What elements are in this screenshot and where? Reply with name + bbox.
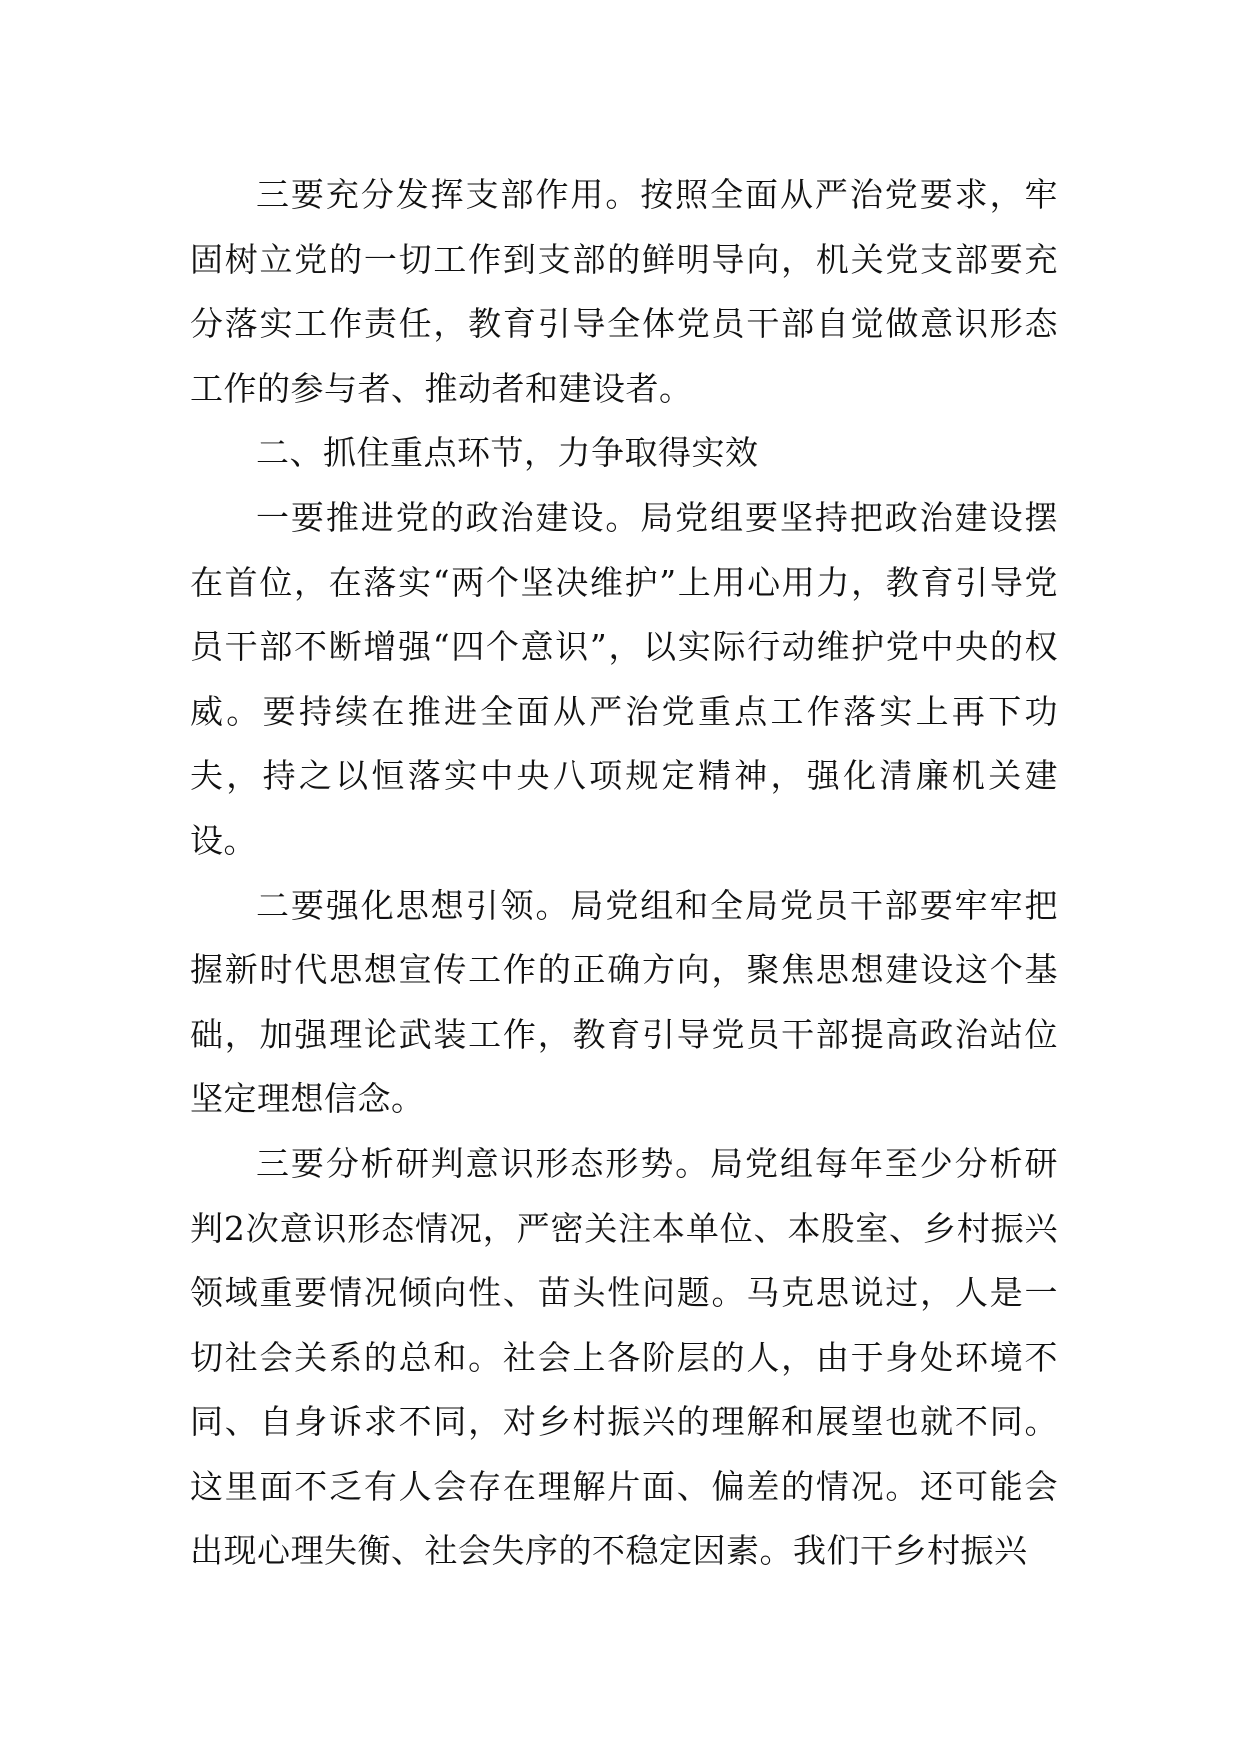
paragraph-ideological-guidance: 二要强化思想引领。局党组和全局党员干部要牢牢把握新时代思想宣传工作的正确方向，聚焦思想建设这个基础，加强理论武装工作，教育引导党员干部提高政治站位坚定理想信念。 [190,885,1058,1119]
paragraph-political-construction: 一要推进党的政治建设。局党组要坚持把政治建设摆在首位，在落实“两个坚决维护”上用心用力，教育引导党员干部不断增强“四个意识”，以实际行动维护党中央的权威。要持续在推进全面从严治党重点工作落实上再下功夫，持之以恒落实中央八项规定精神，强化清廉机关建设。 [190,497,1058,860]
paragraph-branch-role: 三要充分发挥支部作用。按照全面从严治党要求，牢固树立党的一切工作到支部的鲜明导向，机关党支部要充分落实工作责任，教育引导全体党员干部自觉做意识形态工作的参与者、推动者和建设者。 [190,175,1058,408]
document-body [190,163,1058,1584]
paragraph-ideology-analysis: 三要分析研判意识形态形势。局党组每年至少分析研判2次意识形态情况，严密关注本单位、本股室、乡村振兴领域重要情况倾向性、苗头性问题。马克思说过，人是一切社会关系的总和。社会上各阶层的人，由于身处环境不同、自身诉求不同，对乡村振兴的理解和展望也就不同。这里面不乏有人会存在理解片面、偏差的情况。还可能会出现心理失衡、社会失序的不稳定因素。我们干乡村振兴 [190,1143,1058,1571]
section-heading-key-links: 二、抓住重点环节，力争取得实效 [256,433,759,473]
